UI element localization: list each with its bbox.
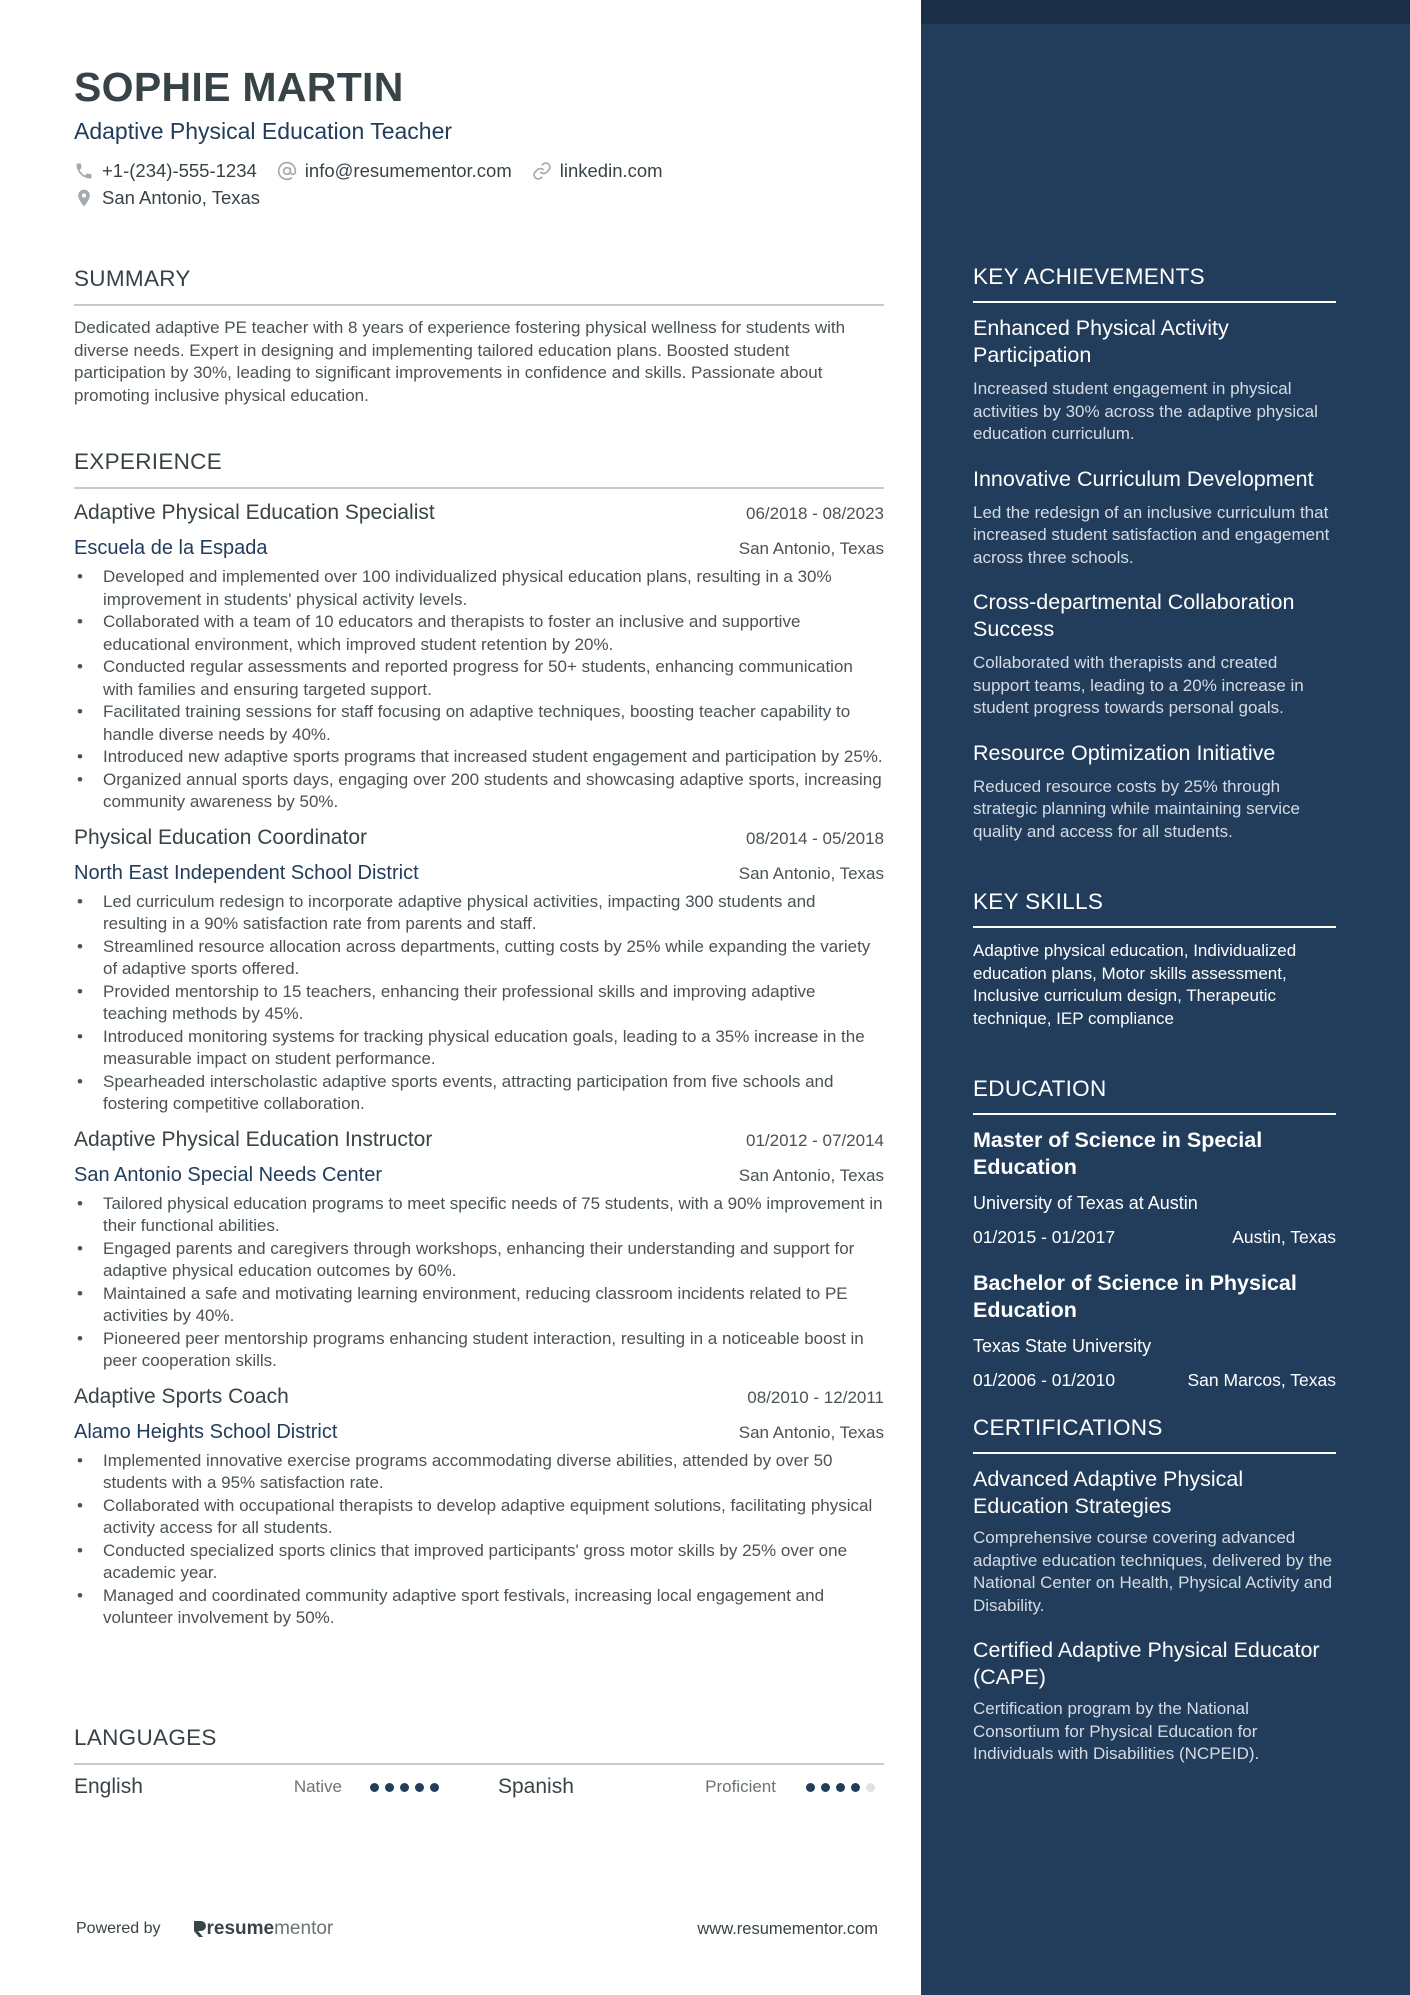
job-bullets [74, 1450, 884, 1630]
achievement-desc: Reduced resource costs by 25% through strategic planning while maintaining service quality and access for all students. [973, 776, 1300, 841]
job-bullets [74, 1193, 884, 1373]
job-dates: 01/2012 - 07/2014 [745, 1130, 884, 1150]
rating-dot [400, 1783, 409, 1792]
achievement-item [973, 466, 1336, 570]
job-company: San Antonio Special Needs Center [74, 1163, 382, 1186]
language-rating [806, 1783, 881, 1792]
education-dates: 01/2015 - 01/2017 [973, 1227, 1116, 1247]
certification-desc: Comprehensive course covering advanced adaptive education techniques, delivered by the National Center on Health, Physical Activity and Disability. [973, 1528, 1333, 1615]
bullet-item: • Facilitated training sessions for staff focusing on adaptive techniques, boosting teacher capability to handle diverse needs by 40%. [74, 701, 884, 746]
certification-title: Certified Adaptive Physical Educator (CAPE) [973, 1638, 1320, 1689]
achievement-title: Enhanced Physical Activity Participation [973, 316, 1229, 367]
bullet-item: • Organized annual sports days, engaging over 200 students and showcasing adaptive sports, increasing community awareness by 50%. [74, 769, 884, 814]
job-entry [74, 501, 884, 814]
bullet-item: • Streamlined resource allocation across departments, cutting costs by 25% while expanding the variety of adaptive sports offered. [74, 936, 884, 981]
bullet-item: • Collaborated with a team of 10 educators and therapists to foster an inclusive and supportive educational environment, which improved student retention by 20%. [74, 611, 884, 656]
contact-location [74, 187, 260, 209]
job-entry [74, 1128, 884, 1373]
contact-phone [74, 160, 257, 182]
job-dates: 08/2010 - 12/2011 [747, 1387, 884, 1407]
job-role: Adaptive Physical Education Instructor [74, 1127, 433, 1151]
achievement-title: Cross-departmental Collaboration Success [973, 590, 1295, 641]
certifications-section [973, 1415, 1336, 1766]
sidebar-content [973, 264, 1336, 1812]
linkedin-link[interactable]: linkedin.com [559, 160, 663, 181]
candidate-title: Adaptive Physical Education Teacher [74, 118, 453, 144]
job-role: Adaptive Sports Coach [74, 1384, 289, 1408]
link-icon [532, 161, 552, 181]
language-name: English [74, 1775, 143, 1798]
job-role: Adaptive Physical Education Specialist [74, 501, 435, 524]
rating-dot [370, 1783, 379, 1792]
map-pin-icon [74, 188, 94, 208]
skills-heading: KEY SKILLS [973, 889, 1336, 928]
achievement-desc: Increased student engagement in physical activities by 30% across the adaptive physical education curriculum. [973, 379, 1318, 443]
resumementor-logo[interactable] [191, 1918, 334, 1940]
resumementor-logo-icon [191, 1919, 207, 1939]
skills-section [973, 889, 1336, 1030]
website-link[interactable]: www.resumementor.com [697, 1919, 878, 1938]
brand-bold: resume [206, 1918, 275, 1939]
job-location: San Antonio, Texas [738, 1422, 884, 1442]
sidebar-top-bar [921, 0, 1410, 24]
education-location: San Marcos, Texas [1187, 1370, 1336, 1390]
location-text: San Antonio, Texas [102, 187, 261, 208]
summary-text: Dedicated adaptive PE teacher with 8 years of experience fostering physical wellness for students with diverse needs. Expert in designing and implementing tailored education plans. Boosted student participation by 30%, leading to significant improvements in confidence and skills. Passionate about promoting inclusive physical education. [74, 318, 846, 405]
certification-item [973, 1637, 1336, 1766]
bullet-item: • Developed and implemented over 100 individualized physical education plans, resulting in a 30% improvement in students' physical activity levels. [74, 566, 884, 611]
bullet-item: • Managed and coordinated community adaptive sport festivals, increasing local engagement and volunteer involvement by 50%. [74, 1585, 884, 1630]
bullet-item: • Provided mentorship to 15 teachers, enhancing their professional skills and improving adaptive teaching methods by 45%. [74, 981, 884, 1026]
rating-dot [836, 1783, 845, 1792]
education-degree: Master of Science in Special Education [973, 1128, 1263, 1179]
job-location: San Antonio, Texas [738, 539, 884, 558]
phone-icon [74, 161, 94, 181]
rating-dot [806, 1783, 815, 1792]
achievement-item [973, 589, 1336, 720]
job-location: San Antonio, Texas [738, 863, 884, 883]
bullet-item: • Pioneered peer mentorship programs enhancing student interaction, resulting in a noticeable boost in peer cooperation skills. [74, 1328, 884, 1373]
bullet-item: • Engaged parents and caregivers through workshops, enhancing their understanding and support for adaptive physical education outcomes by 60%. [74, 1238, 884, 1283]
achievement-desc: Led the redesign of an inclusive curriculum that increased student satisfaction and engagement across three schools. [973, 502, 1330, 567]
achievement-desc: Collaborated with therapists and created support teams, leading to a 20% increase in student progress towards personal goals. [973, 653, 1304, 717]
bullet-item: • Spearheaded interscholastic adaptive sports events, attracting participation from five schools and fostering competitive collaboration. [74, 1071, 884, 1116]
bullet-item: • Introduced monitoring systems for tracking physical education goals, leading to a 35% increase in the measurable impact on student performance. [74, 1026, 884, 1071]
job-company: North East Independent School District [74, 861, 419, 884]
certifications-heading: CERTIFICATIONS [973, 1415, 1336, 1454]
job-company: Alamo Heights School District [74, 1420, 338, 1443]
rating-dot [385, 1783, 394, 1792]
achievements-section [973, 264, 1336, 843]
education-school: Texas State University [973, 1336, 1152, 1356]
language-name: Spanish [498, 1775, 574, 1798]
contact-linkedin [532, 160, 663, 182]
job-dates: 06/2018 - 08/2023 [745, 504, 884, 523]
education-section [973, 1076, 1336, 1391]
education-dates: 01/2006 - 01/2010 [973, 1370, 1116, 1390]
job-entry [74, 1385, 884, 1630]
certification-item [973, 1466, 1336, 1617]
bullet-item: • Collaborated with occupational therapists to develop adaptive equipment solutions, facilitating physical activity access for all students. [74, 1495, 884, 1540]
summary-section [74, 266, 884, 407]
rating-dot [430, 1783, 439, 1792]
bullet-item: • Maintained a safe and motivating learning environment, reducing classroom incidents related to PE activities by 40%. [74, 1283, 884, 1328]
bullet-item: • Conducted regular assessments and reported progress for 50+ students, enhancing communication with families and ensuring targeted support. [74, 656, 884, 701]
contact-email [277, 160, 512, 182]
phone-number[interactable]: +1-(234)-555-1234 [102, 160, 257, 181]
achievement-title: Resource Optimization Initiative [973, 740, 1276, 765]
rating-dot [821, 1783, 830, 1792]
achievement-item [973, 740, 1336, 844]
footer [76, 1918, 878, 1940]
education-heading: EDUCATION [973, 1076, 1336, 1115]
languages-section [74, 1725, 884, 1799]
at-sign-icon [277, 161, 297, 181]
rating-dot [851, 1783, 860, 1792]
rating-dot [866, 1783, 875, 1792]
language-rating [370, 1783, 498, 1792]
certification-desc: Certification program by the National Consortium for Physical Education for Individuals with Disabilities (NCPEID). [973, 1699, 1260, 1763]
education-location: Austin, Texas [1232, 1227, 1336, 1247]
candidate-name: SOPHIE MARTIN [74, 64, 404, 110]
location-row [74, 187, 280, 209]
powered-by [76, 1918, 333, 1940]
language-level: Native [293, 1777, 342, 1796]
education-item [973, 1127, 1336, 1248]
job-company: Escuela de la Espada [74, 537, 268, 559]
certification-title: Advanced Adaptive Physical Education Strategies [973, 1467, 1244, 1518]
achievement-item [973, 315, 1336, 446]
summary-heading: SUMMARY [74, 266, 884, 306]
job-entry [74, 826, 884, 1116]
job-bullets [74, 566, 884, 814]
languages-heading: LANGUAGES [74, 1725, 884, 1765]
education-school: University of Texas at Austin [973, 1193, 1198, 1213]
contact-row [74, 160, 683, 182]
bullet-item: • Implemented innovative exercise programs accommodating diverse abilities, attended by over 50 students with a 95% satisfaction rate. [74, 1450, 884, 1495]
language-level: Proficient [705, 1777, 776, 1796]
email-address[interactable]: info@resumementor.com [304, 160, 512, 181]
sidebar [921, 0, 1410, 1995]
bullet-item: • Introduced new adaptive sports programs that increased student engagement and participation by 25%. [74, 746, 884, 769]
powered-by-label: Powered by [76, 1920, 161, 1937]
bullet-item: • Led curriculum redesign to incorporate adaptive physical activities, impacting 300 students and resulting in a 90% satisfaction rate from parents and staff. [74, 891, 884, 936]
achievements-heading: KEY ACHIEVEMENTS [973, 264, 1336, 303]
education-degree: Bachelor of Science in Physical Education [973, 1271, 1297, 1322]
education-item [973, 1270, 1336, 1391]
job-role: Physical Education Coordinator [74, 825, 367, 849]
languages-row [74, 1775, 884, 1799]
bullet-item: • Conducted specialized sports clinics that improved participants' gross motor skills by 25% over one academic year. [74, 1540, 884, 1585]
job-location: San Antonio, Texas [738, 1165, 884, 1185]
job-dates: 08/2014 - 05/2018 [745, 828, 884, 848]
job-bullets [74, 891, 884, 1116]
experience-heading: EXPERIENCE [74, 449, 884, 489]
bullet-item: • Tailored physical education programs to meet specific needs of 75 students, with a 90% improvement in their functional abilities. [74, 1193, 884, 1238]
rating-dot [415, 1783, 424, 1792]
brand-light: mentor [274, 1918, 334, 1939]
achievement-title: Innovative Curriculum Development [973, 466, 1314, 491]
experience-section [74, 449, 884, 1630]
skills-text: Adaptive physical education, Individualized education plans, Motor skills assessment, Inclusive curriculum design, Therapeutic technique, IEP compliance [973, 941, 1297, 1028]
